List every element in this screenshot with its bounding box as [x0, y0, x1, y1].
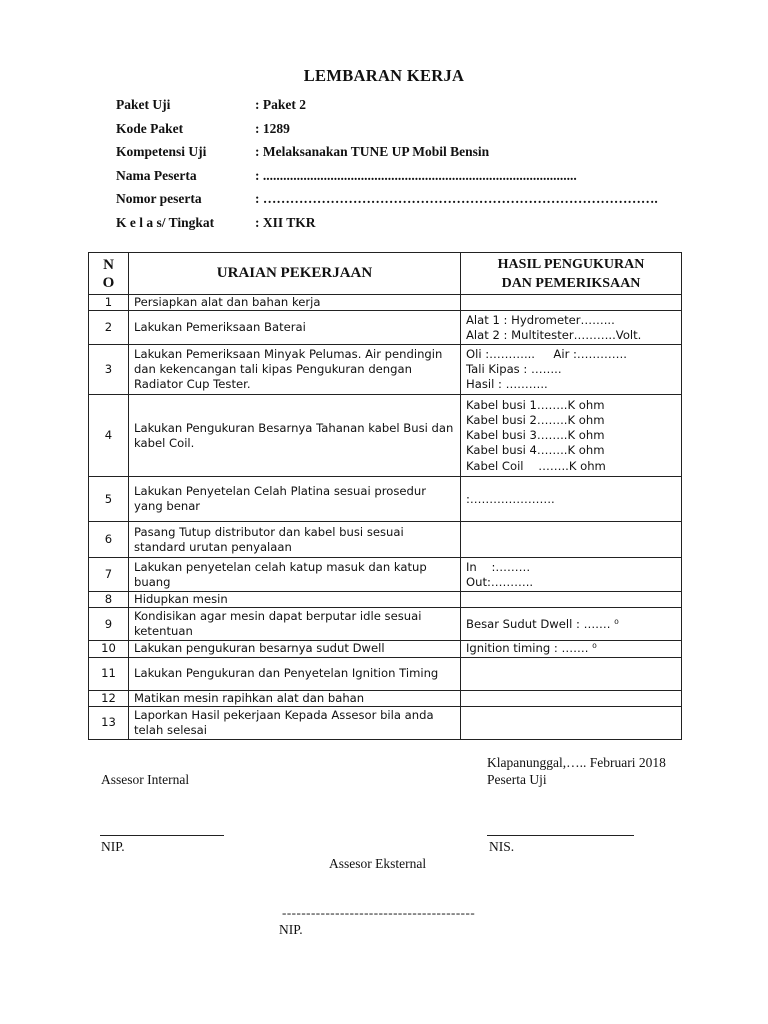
header-hasil-line1: HASIL PENGUKURAN — [497, 256, 645, 272]
result-cell — [461, 522, 682, 558]
result-line: Kabel Coil ……..K ohm — [466, 458, 606, 473]
table-row — [89, 477, 682, 522]
table-row — [89, 657, 682, 690]
result-line: Kabel busi 3……..K ohm — [466, 428, 605, 443]
task-description: Lakukan Penyetelan Celah Platina sesuai prosedur yang benar — [129, 477, 461, 522]
header-uraian: URAIAN PEKERJAAN — [129, 253, 461, 295]
row-number: 13 — [89, 706, 129, 739]
result-cell — [461, 641, 682, 657]
task-description: Persiapkan alat dan bahan kerja — [129, 295, 461, 311]
task-description: Lakukan Pengukuran dan Penyetelan Ignition Timing — [129, 657, 461, 690]
table-row — [89, 295, 682, 311]
work-table — [88, 252, 682, 740]
row-number: 5 — [89, 477, 129, 522]
signature-line-eksternal: ---------------------------------------- — [282, 905, 476, 920]
signature-line-peserta — [487, 835, 634, 836]
header-hasil-line2: DAN PEMERIKSAAN — [501, 275, 641, 291]
result-cell — [461, 395, 682, 477]
result-line: Kabel busi 2……..K ohm — [466, 412, 605, 427]
assesor-eksternal-label: Assesor Eksternal — [329, 856, 427, 871]
result-line: Out:……….. — [466, 574, 534, 589]
result-line: Tali Kipas : …….. — [466, 362, 562, 377]
header-no-line1: N — [103, 256, 114, 273]
meta-label: Paket Uji — [116, 97, 171, 112]
meta-value: : XII TKR — [255, 214, 316, 230]
row-number: 3 — [89, 345, 129, 395]
nip-internal: NIP. — [101, 839, 125, 854]
row-number: 7 — [89, 558, 129, 592]
task-description: Pasang Tutup distributor dan kabel busi sesuai standard urutan penyalaan — [129, 522, 461, 558]
result-cell — [461, 477, 682, 522]
table-row — [89, 311, 682, 345]
meta-label: Nama Peserta — [116, 167, 197, 183]
task-description: Lakukan Pemeriksaan Baterai — [129, 311, 461, 345]
result-line: Hasil : ……….. — [466, 377, 548, 392]
table-row — [89, 641, 682, 657]
result-cell — [461, 295, 682, 311]
result-line: Kabel busi 1……..K ohm — [466, 397, 605, 412]
header-hasil — [461, 253, 682, 295]
result-line: Kabel busi 4……..K ohm — [466, 443, 605, 458]
result-cell — [461, 706, 682, 739]
task-description: Laporkan Hasil pekerjaan Kepada Assesor bila anda telah selesai — [129, 706, 461, 739]
meta-value: : ............................................................................................. — [255, 167, 577, 183]
row-number: 9 — [89, 608, 129, 641]
signature-line-internal — [100, 835, 224, 836]
table-row — [89, 522, 682, 558]
task-description: Lakukan Pemeriksaan Minyak Pelumas. Air pendingin dan kekencangan tali kipas Pengukuran dengan Radiator Cup Tester. — [129, 345, 461, 395]
document-title: LEMBARAN KERJA — [303, 66, 465, 85]
meta-value: : Melaksanakan TUNE UP Mobil Bensin — [255, 144, 490, 159]
row-number: 2 — [89, 311, 129, 345]
row-number: 12 — [89, 690, 129, 706]
table-row — [89, 558, 682, 592]
row-number: 11 — [89, 657, 129, 690]
result-cell — [461, 311, 682, 345]
row-number: 10 — [89, 641, 129, 657]
result-cell — [461, 558, 682, 592]
result-cell — [461, 345, 682, 395]
table-row — [89, 395, 682, 477]
header-no-line2: O — [102, 274, 115, 291]
meta-label: Kode Paket — [116, 120, 184, 136]
meta-value: : Paket 2 — [255, 97, 306, 112]
table-row — [89, 592, 682, 608]
result-line: Alat 2 : Multitester………..Volt. — [466, 327, 642, 342]
task-description: Hidupkan mesin — [129, 592, 461, 608]
meta-value: : ……………………………………………………………………………. — [255, 191, 658, 206]
place-date: Klapanunggal,….. Februari 2018 — [487, 755, 666, 770]
task-description: Lakukan pengukuran besarnya sudut Dwell — [129, 641, 461, 657]
peserta-uji-label: Peserta Uji — [487, 772, 547, 787]
nis-peserta: NIS. — [489, 839, 515, 854]
row-number: 8 — [89, 592, 129, 608]
result-cell — [461, 657, 682, 690]
task-description: Matikan mesin rapihkan alat dan bahan — [129, 690, 461, 706]
result-line: Alat 1 : Hydrometer……... — [466, 312, 615, 327]
table-row — [89, 706, 682, 739]
meta-value: : 1289 — [255, 120, 290, 136]
result-line: :…………………. — [466, 491, 555, 506]
meta-label: Nomor peserta — [116, 191, 202, 206]
header-no — [89, 253, 129, 295]
row-number: 4 — [89, 395, 129, 477]
table-row — [89, 345, 682, 395]
assesor-internal-label: Assesor Internal — [101, 772, 190, 787]
result-line: In :……… — [466, 559, 531, 574]
result-line: Ignition timing : ……. ⁰ — [466, 641, 597, 656]
table-row — [89, 690, 682, 706]
table-row — [89, 608, 682, 641]
meta-label: Kompetensi Uji — [116, 144, 207, 159]
result-cell — [461, 690, 682, 706]
result-line: Besar Sudut Dwell : ……. ⁰ — [466, 616, 619, 631]
result-line: Oli :………... Air :…………. — [466, 346, 627, 361]
result-cell — [461, 608, 682, 641]
row-number: 6 — [89, 522, 129, 558]
task-description: Lakukan penyetelan celah katup masuk dan katup buang — [129, 558, 461, 592]
row-number: 1 — [89, 295, 129, 311]
task-description: Kondisikan agar mesin dapat berputar idle sesuai ketentuan — [129, 608, 461, 641]
meta-label: K e l a s/ Tingkat — [116, 214, 215, 230]
result-cell — [461, 592, 682, 608]
task-description: Lakukan Pengukuran Besarnya Tahanan kabel Busi dan kabel Coil. — [129, 395, 461, 477]
nip-eksternal: NIP. — [279, 922, 303, 937]
